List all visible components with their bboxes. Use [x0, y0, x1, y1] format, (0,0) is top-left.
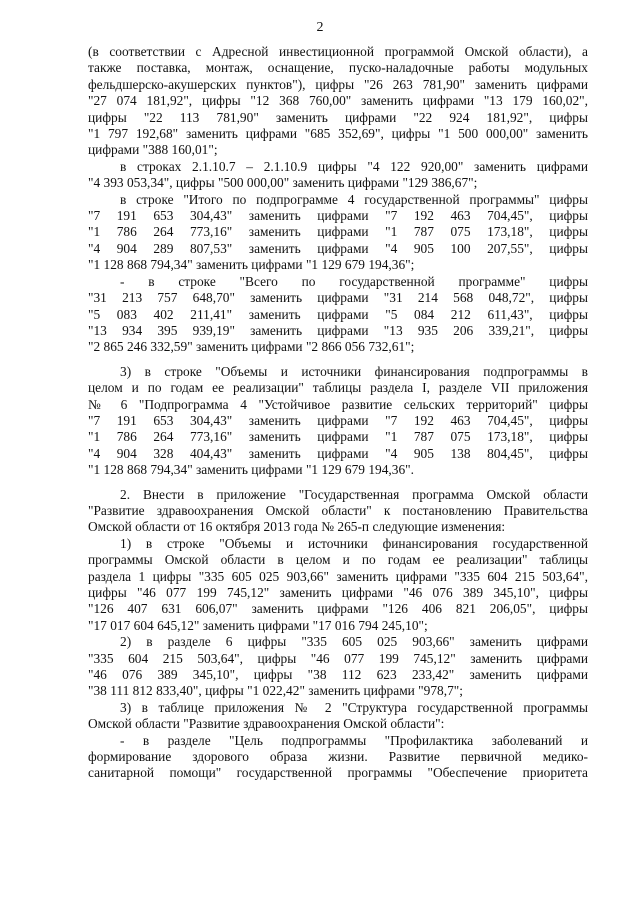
text-line: 2. Внести в приложение "Государственная программа Омской области: [120, 486, 588, 502]
text-line: "1 797 192,68" заменить цифрами "685 352,69", цифры "1 500 000,00" заменить: [88, 126, 588, 142]
page-number: 2: [316, 20, 324, 35]
paragraph: [88, 44, 588, 159]
text-line: "126 407 631 606,07" заменить цифрами "126 406 821 206,05", цифры: [88, 601, 588, 617]
paragraph: [88, 487, 588, 536]
text-line: программы Омской области в целом и по годам ее реализации" таблицы: [88, 552, 588, 568]
text-line: цифры "46 077 199 745,12" заменить цифрами "46 076 389 345,10", цифры: [88, 585, 588, 600]
text-line: "13 934 395 939,19" заменить цифрами "13 935 206 339,21", цифры: [88, 322, 588, 338]
text-line: "4 393 053,34", цифры "500 000,00" заменить цифрами "129 386,67";: [88, 175, 478, 191]
text-line: в строке "Итого по подпрограмме 4 государственной программы" цифры: [120, 191, 588, 207]
text-line: "7 191 653 304,43" заменить цифрами "7 192 463 704,45", цифры: [88, 412, 588, 428]
text-line: раздела 1 цифры "335 605 025 903,66" заменить цифрами "335 604 215 503,64",: [88, 568, 588, 584]
text-line: 1) в строке "Объемы и источники финансирования государственной: [120, 535, 588, 551]
paragraph: [88, 733, 588, 782]
text-line: 2) в разделе 6 цифры "335 605 025 903,66" заменить цифрами: [120, 634, 588, 650]
paragraph: [88, 536, 588, 634]
paragraph: [88, 364, 588, 479]
text-line: "31 213 757 648,70" заменить цифрами "31 214 568 048,72", цифры: [88, 290, 588, 306]
paragraph: [88, 634, 588, 700]
text-line: "1 128 868 794,34" заменить цифрами "1 129 679 194,36";: [88, 257, 415, 273]
text-line: "1 128 868 794,34" заменить цифрами "1 129 679 194,36".: [88, 462, 414, 478]
document-body: [88, 44, 588, 782]
text-line: 3) в таблице приложения № 2 "Структура государственной программы: [120, 699, 588, 715]
text-line: "38 111 812 833,40", цифры "1 022,42" заменить цифрами "978,7";: [88, 683, 463, 699]
text-line: "4 904 328 404,43" заменить цифрами "4 905 138 804,45", цифры: [88, 445, 588, 461]
text-line: фельдшерско-акушерских пунктов"), цифры "26 263 781,90" заменить цифрами: [88, 76, 588, 92]
text-line: Омской области "Развитие здравоохранения Омской области":: [88, 716, 445, 732]
paragraph: [88, 192, 588, 274]
text-line: "46 076 389 345,10", цифры "38 112 623 233,42" заменить цифрами: [88, 667, 588, 683]
paragraph: [88, 159, 588, 192]
text-line: (в соответствии с Адресной инвестиционной программой Омской области), а: [88, 44, 588, 59]
text-line: "335 604 215 503,64", цифры "46 077 199 745,12" заменить цифрами: [88, 650, 588, 666]
text-line: также поставка, монтаж, оснащение, пуско-наладочные работы модульных: [88, 60, 588, 76]
text-line: - в разделе "Цель подпрограммы "Профилактика заболеваний и: [120, 732, 588, 748]
text-line: "2 865 246 332,59" заменить цифрами "2 866 056 732,61";: [88, 339, 415, 355]
text-line: цифрами "388 160,01";: [88, 142, 218, 158]
text-line: "1 786 264 773,16" заменить цифрами "1 787 075 173,18", цифры: [88, 224, 588, 240]
text-line: "4 904 289 807,53" заменить цифрами "4 905 100 207,55", цифры: [88, 240, 588, 256]
text-line: целом и по годам ее реализации" таблицы раздела I, разделе VII приложения: [88, 380, 588, 396]
text-line: "1 786 264 773,16" заменить цифрами "1 787 075 173,18", цифры: [88, 429, 588, 445]
text-line: санитарной помощи" государственной программы "Обеспечение приоритета: [88, 765, 588, 781]
text-line: "Развитие здравоохранения Омской области" к постановлению Правительства: [88, 502, 588, 518]
text-line: "17 017 604 645,12" заменить цифрами "17 016 794 245,10";: [88, 617, 428, 633]
text-line: 3) в строке "Объемы и источники финансирования подпрограммы в: [120, 363, 588, 379]
paragraph: [88, 274, 588, 356]
text-line: "27 074 181,92", цифры "12 368 760,00" заменить цифрами "13 179 160,02",: [88, 93, 588, 109]
text-line: в строках 2.1.10.7 – 2.1.10.9 цифры "4 122 920,00" заменить цифрами: [120, 158, 588, 174]
text-line: "7 191 653 304,43" заменить цифрами "7 192 463 704,45", цифры: [88, 208, 588, 224]
text-line: № 6 "Подпрограмма 4 "Устойчивое развитие сельских территорий" цифры: [88, 396, 588, 412]
paragraph: [88, 700, 588, 733]
text-line: Омской области от 16 октября 2013 года № 265-п следующие изменения:: [88, 519, 506, 535]
text-line: формирование здорового образа жизни. Развитие первичной медико-: [88, 749, 588, 765]
text-line: "5 083 402 211,41" заменить цифрами "5 084 212 611,43", цифры: [88, 306, 588, 322]
text-line: цифры "22 113 781,90" заменить цифрами "22 924 181,92", цифры: [88, 109, 588, 125]
text-line: - в строке "Всего по государственной программе" цифры: [120, 273, 588, 289]
